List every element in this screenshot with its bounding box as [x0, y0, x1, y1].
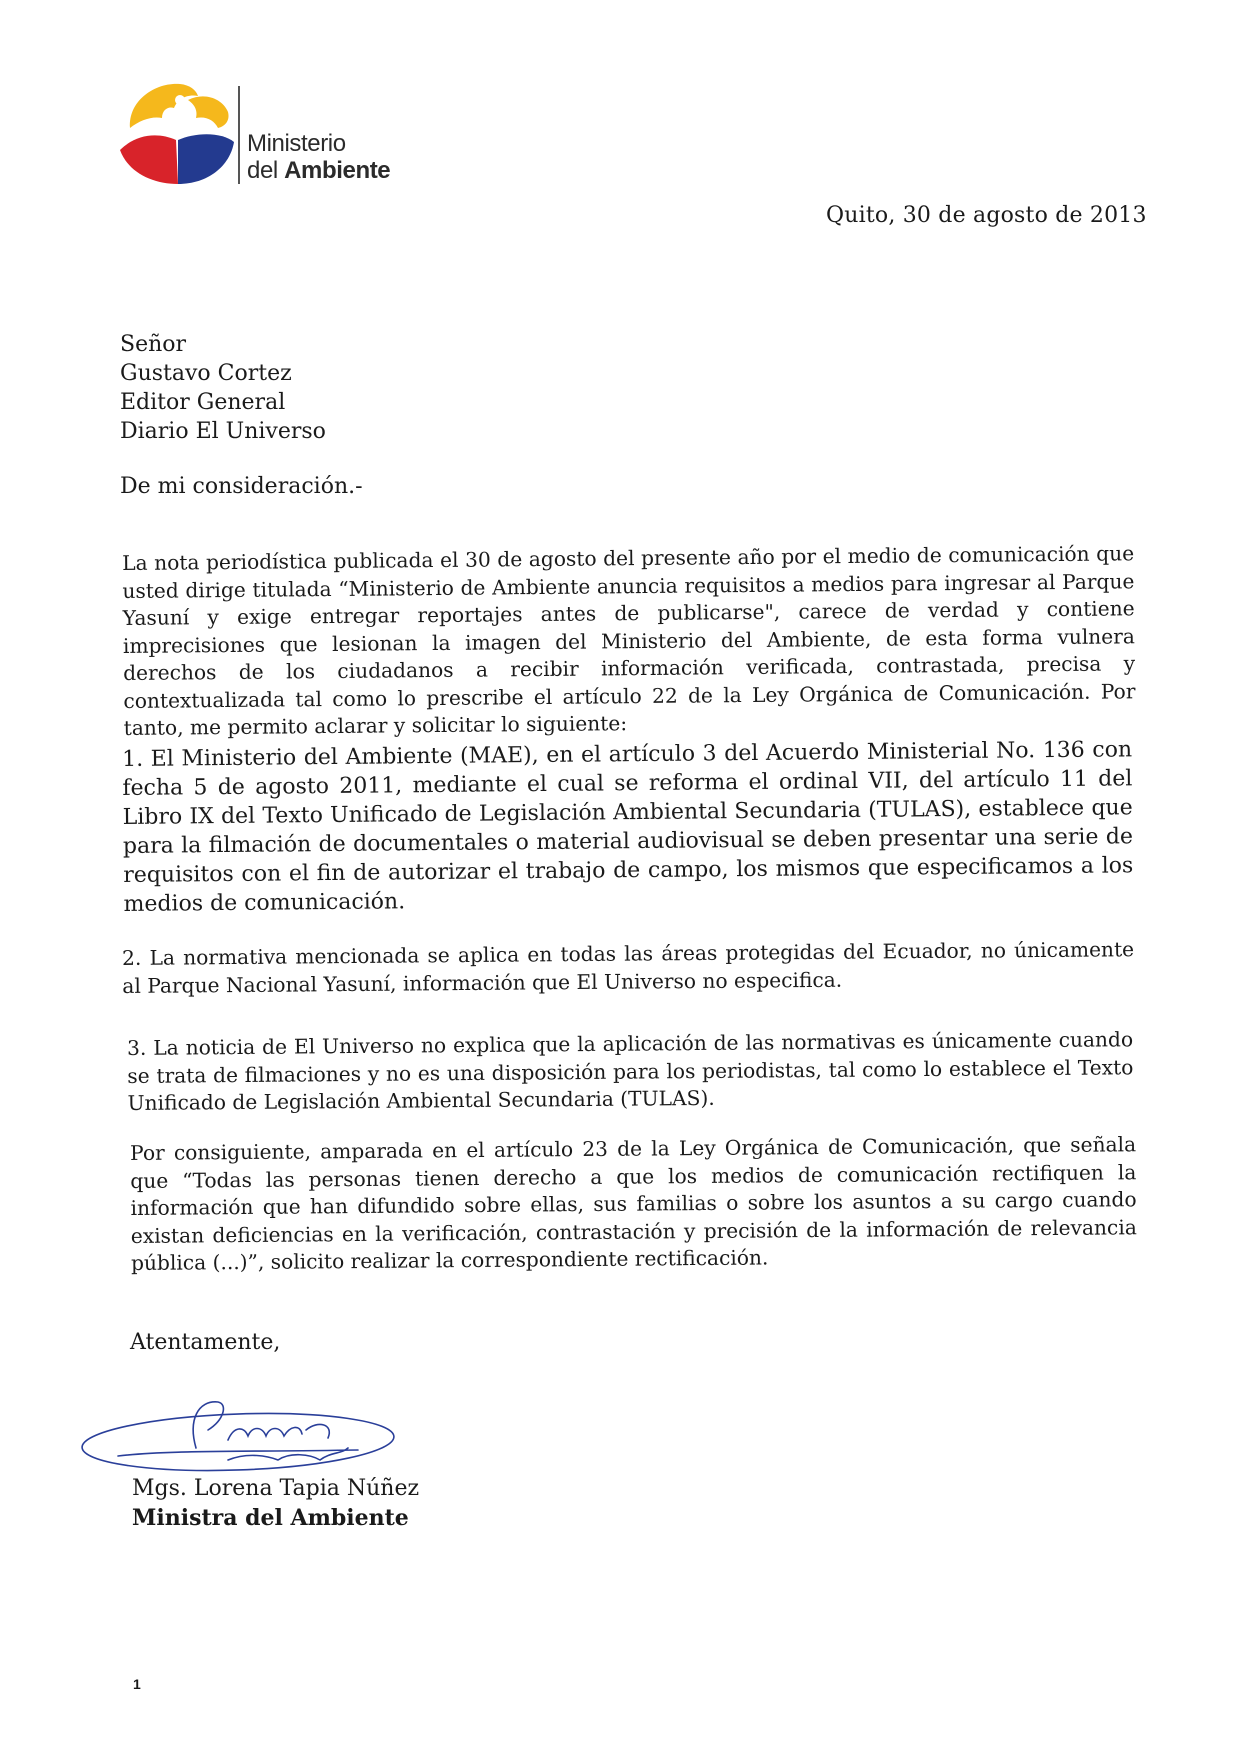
logo-text-line2-bold: Ambiente [284, 157, 391, 184]
logo-text-line1: Ministerio [247, 130, 346, 157]
recipient-organization: Diario El Universo [120, 419, 326, 444]
ministry-logo-text [247, 130, 390, 184]
closing: Atentamente, [130, 1330, 281, 1355]
recipient-block [120, 330, 326, 446]
body-paragraph-conclusion: Por consiguiente, amparada en el artículo 23 de la Ley Orgánica de Comunicación, que señala que “Todas las personas tienen derecho a que los medios de comunicación rectifiquen la información que han difundido sobre ellas, sus familias o sobre los asuntos a su cargo cuando existan deficiencias en la verificación, contrastación y precisión de la información de relevancia pública (...)”, solicito realizar la correspondiente rectificación. [130, 1132, 1137, 1275]
logo-text-line2-light: del [247, 157, 285, 184]
ministry-logo [118, 80, 408, 190]
letter-date: Quito, 30 de agosto de 2013 [826, 203, 1147, 228]
page-number: 1 [133, 1676, 141, 1692]
ministry-emblem-icon [118, 80, 236, 188]
body-point-1: 1. El Ministerio del Ambiente (MAE), en el artículo 3 del Acuerdo Ministerial No. 136 con fecha 5 de agosto 2011, mediante el cual se reforma el ordinal VII, del artículo 11 del Libro IX del Texto Unificado de Legislación Ambiental Secundaria (TULAS), establece que para la filmación de documentales o material audiovisual se deben presentar una serie de requisitos con el fin de autorizar el trabajo de campo, los mismos que especificamos a los medios de comunicación. [122, 737, 1134, 917]
recipient-name: Gustavo Cortez [120, 361, 292, 386]
salutation: De mi consideración.- [120, 474, 363, 499]
recipient-position: Editor General [120, 390, 286, 415]
body-paragraph-intro: La nota periodística publicada el 30 de agosto del presente año por el medio de comunicación que usted dirige titulada “Ministerio de Ambiente anuncia requisitos a medios para ingresar al Parque Yasuní y exige entregar reportajes antes de publicarse", carece de verdad y contiene imprecisiones que lesionan la imagen del Ministerio del Ambiente, de esta forma vulnera derechos de los ciudadanos a recibir información verificada, contrastada, precisa y contextualizada tal como lo prescribe el artículo 22 de la Ley Orgánica de Comunicación. Por tanto, me permito aclarar y solicitar lo siguiente: [122, 541, 1136, 740]
signer-name: Mgs. Lorena Tapia Núñez [132, 1476, 420, 1501]
body-point-3: 3. La noticia de El Universo no explica que la aplicación de las normativas es únicamente cuando se trata de filmaciones y no es una disposición para los periodistas, tal como lo establece el Texto Unificado de Legislación Ambiental Secundaria (TULAS). [127, 1027, 1134, 1115]
logo-divider [238, 86, 240, 184]
body-point-2: 2. La normativa mencionada se aplica en todas las áreas protegidas del Ecuador, no únicamente al Parque Nacional Yasuní, información que El Universo no especifica. [122, 937, 1135, 998]
recipient-salutation-title: Señor [120, 332, 187, 357]
signer-title: Ministra del Ambiente [132, 1505, 409, 1531]
